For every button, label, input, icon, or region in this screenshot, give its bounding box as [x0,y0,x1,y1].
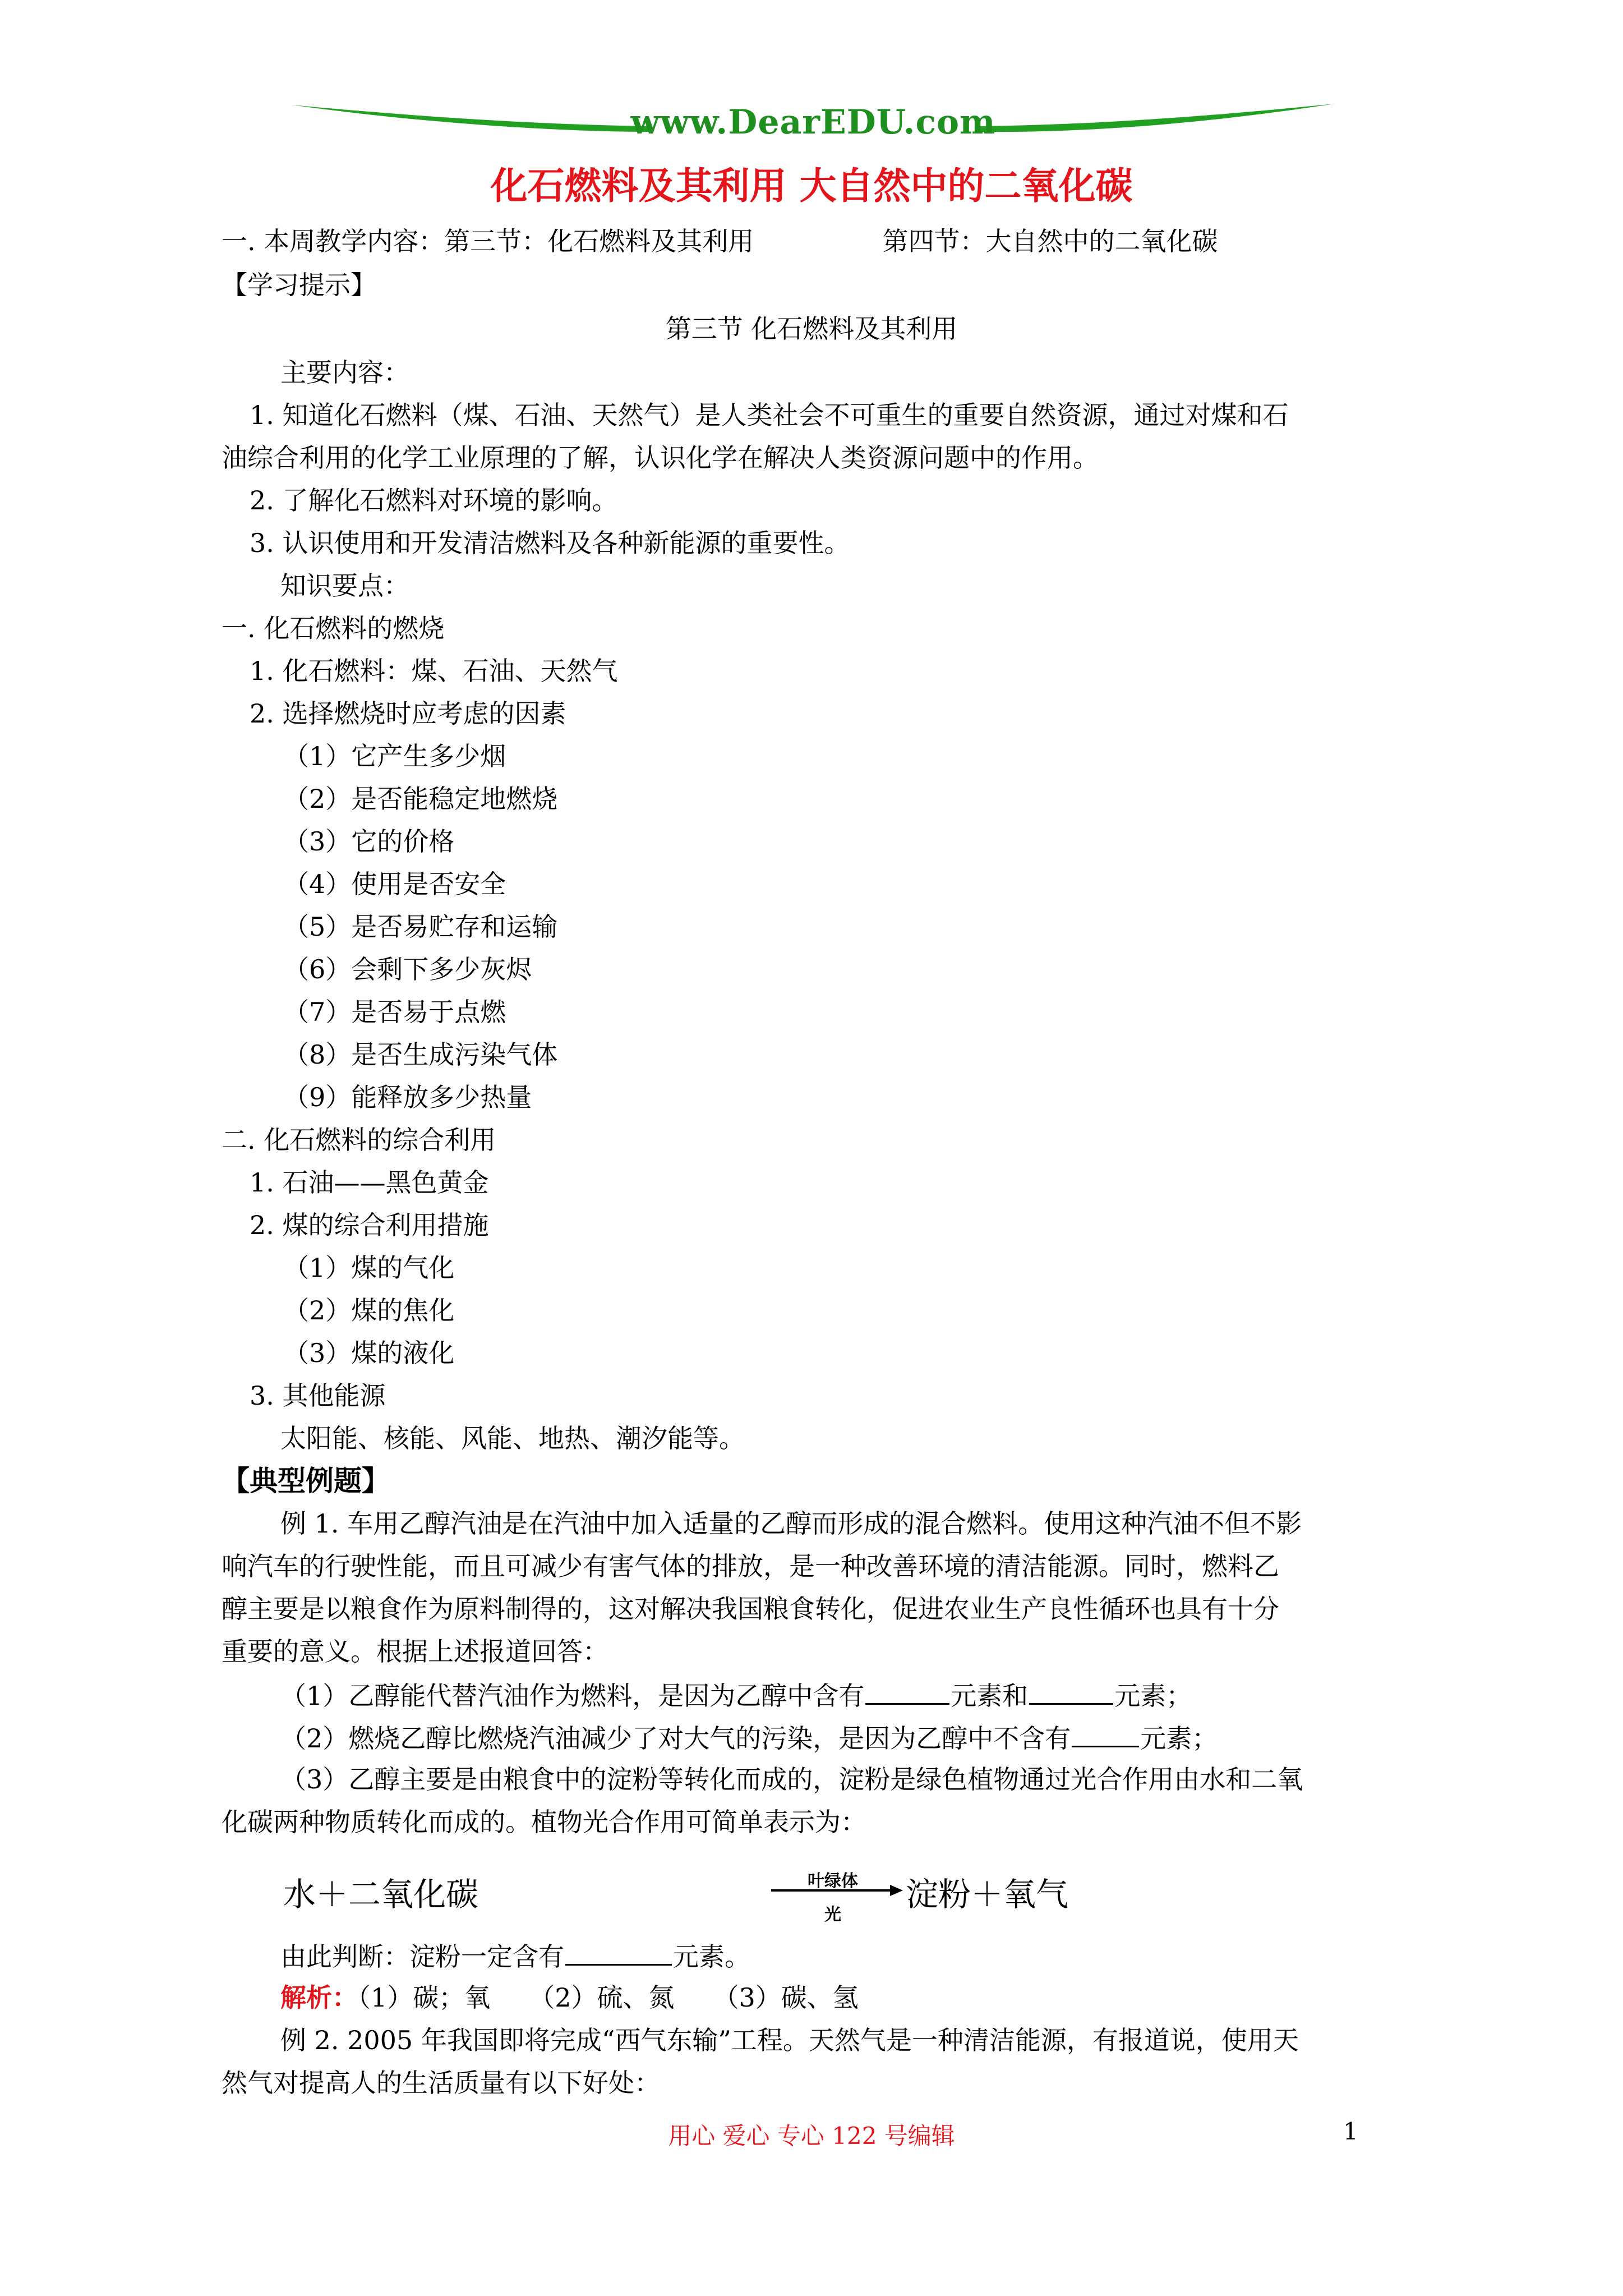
question-3-line-2: 化碳两种物质转化而成的。植物光合作用可简单表示为： [222,1807,866,1837]
part2-point-1: 1. 石油——黑色黄金 [250,1167,489,1198]
factor-item: （1）它产生多少烟 [283,741,506,771]
intro-second: 第四节：大自然中的二氧化碳 [882,226,1218,256]
examples-heading: 【典型例题】 [222,1464,390,1497]
question-1-part-a: （1）乙醇能代替汽油作为燃料，是因为乙醇中含有 [280,1681,865,1711]
other-energy-text: 太阳能、核能、风能、地热、潮汐能等。 [280,1423,745,1453]
tip-heading: 【学习提示】 [222,270,376,300]
site-banner [292,98,1335,149]
factor-item: （8）是否生成污染气体 [283,1039,558,1070]
analysis-label: 解析： [280,1982,358,2013]
question-1-part-c: 元素； [1114,1681,1192,1711]
part1-point-2: 2. 选择燃烧时应考虑的因素 [250,698,566,729]
example-1-line-4: 重要的意义。根据上述报道回答： [222,1636,608,1667]
example-2-line-1: 例 2. 2005 年我国即将完成“西气东输”工程。天然气是一种清洁能源，有报道说，使用天 [280,2025,1299,2055]
equation-arrow [771,1868,903,1925]
answer-blank [565,1938,672,1966]
question-3-line-1: （3）乙醇主要是由粮食中的淀粉等转化而成的，淀粉是绿色植物通过光合作用由水和二氧 [280,1764,1303,1795]
equation-left: 水＋二氧化碳 [283,1875,479,1913]
page-number: 1 [1343,2118,1358,2145]
knowledge-label: 知识要点： [280,570,409,601]
equation-right: 淀粉＋氧气 [906,1875,1069,1913]
coal-item: （2）煤的焦化 [283,1295,455,1326]
factor-item: （5）是否易贮存和运输 [283,912,558,942]
site-logo-text: www.DearEDU.com [630,103,996,142]
document-title: 化石燃料及其利用 大自然中的二氧化碳 [490,164,1133,208]
part2-heading: 二. 化石燃料的综合利用 [222,1125,496,1155]
example-1-line-2: 响汽车的行驶性能，而且可减少有害气体的排放，是一种改善环境的清洁能源。同时，燃料乙 [222,1551,1279,1581]
part2-point-3: 3. 其他能源 [250,1381,386,1411]
factor-item: （7）是否易于点燃 [283,997,506,1027]
example-2-line-2: 然气对提高人的生活质量有以下好处： [222,2068,660,2098]
factor-item: （2）是否能稳定地燃烧 [283,784,558,814]
judgement-part-b: 元素。 [673,1941,750,1972]
equation-condition-above: 叶绿体 [808,1871,858,1891]
equation-condition-below: 光 [824,1905,841,1925]
factor-item: （9）能释放多少热量 [283,1082,532,1112]
answer-blank [865,1677,949,1705]
judgement-line [280,1938,750,1973]
example-1-line-1: 例 1. 车用乙醇汽油是在汽油中加入适量的乙醇而形成的混合燃料。使用这种汽油不但不影 [280,1508,1302,1539]
main-item-1-line-2: 油综合利用的化学工业原理的了解，认识化学在解决人类资源问题中的作用。 [222,443,1099,473]
section-title: 第三节 化石燃料及其利用 [665,314,958,344]
question-1-part-b: 元素和 [951,1681,1029,1711]
example-1-line-3: 醇主要是以粮食作为原料制得的，这对解决我国粮食转化，促进农业生产良性循环也具有十分 [222,1594,1279,1624]
answer-blank [1072,1720,1139,1747]
page-footer: 用心 爱心 专心 122 号编辑 [668,2122,955,2150]
intro-line [222,224,1218,258]
factor-item: （4）使用是否安全 [283,869,506,899]
main-item-2: 2. 了解化石燃料对环境的影响。 [250,485,618,516]
factor-item: （3）它的价格 [283,826,455,857]
coal-item: （3）煤的液化 [283,1338,455,1368]
question-1 [280,1677,1192,1713]
part1-point-1: 1. 化石燃料：煤、石油、天然气 [250,656,618,686]
analysis-line [280,1981,859,2014]
analysis-text: （1）碳；氧 （2）硫、氮 （3）碳、氢 [358,1982,859,2013]
question-2-part-b: 元素； [1140,1723,1218,1754]
coal-item: （1）煤的气化 [283,1253,455,1283]
question-2-part-a: （2）燃烧乙醇比燃烧汽油减少了对大气的污染，是因为乙醇中不含有 [280,1723,1071,1754]
judgement-part-a: 由此判断：淀粉一定含有 [280,1941,564,1972]
main-content-label: 主要内容： [280,357,409,388]
intro-prefix: 一. 本周教学内容：第三节：化石燃料及其利用 [222,226,754,256]
main-item-1-line-1: 1. 知道化石燃料（煤、石油、天然气）是人类社会不可重生的重要自然资源，通过对煤和石 [250,400,1289,430]
part1-heading: 一. 化石燃料的燃烧 [222,613,445,643]
factor-item: （6）会剩下多少灰烬 [283,954,532,984]
main-item-3: 3. 认识使用和开发清洁燃料及各种新能源的重要性。 [250,528,850,558]
part2-point-2: 2. 煤的综合利用措施 [250,1210,489,1240]
question-2 [280,1720,1218,1755]
answer-blank [1029,1677,1113,1705]
